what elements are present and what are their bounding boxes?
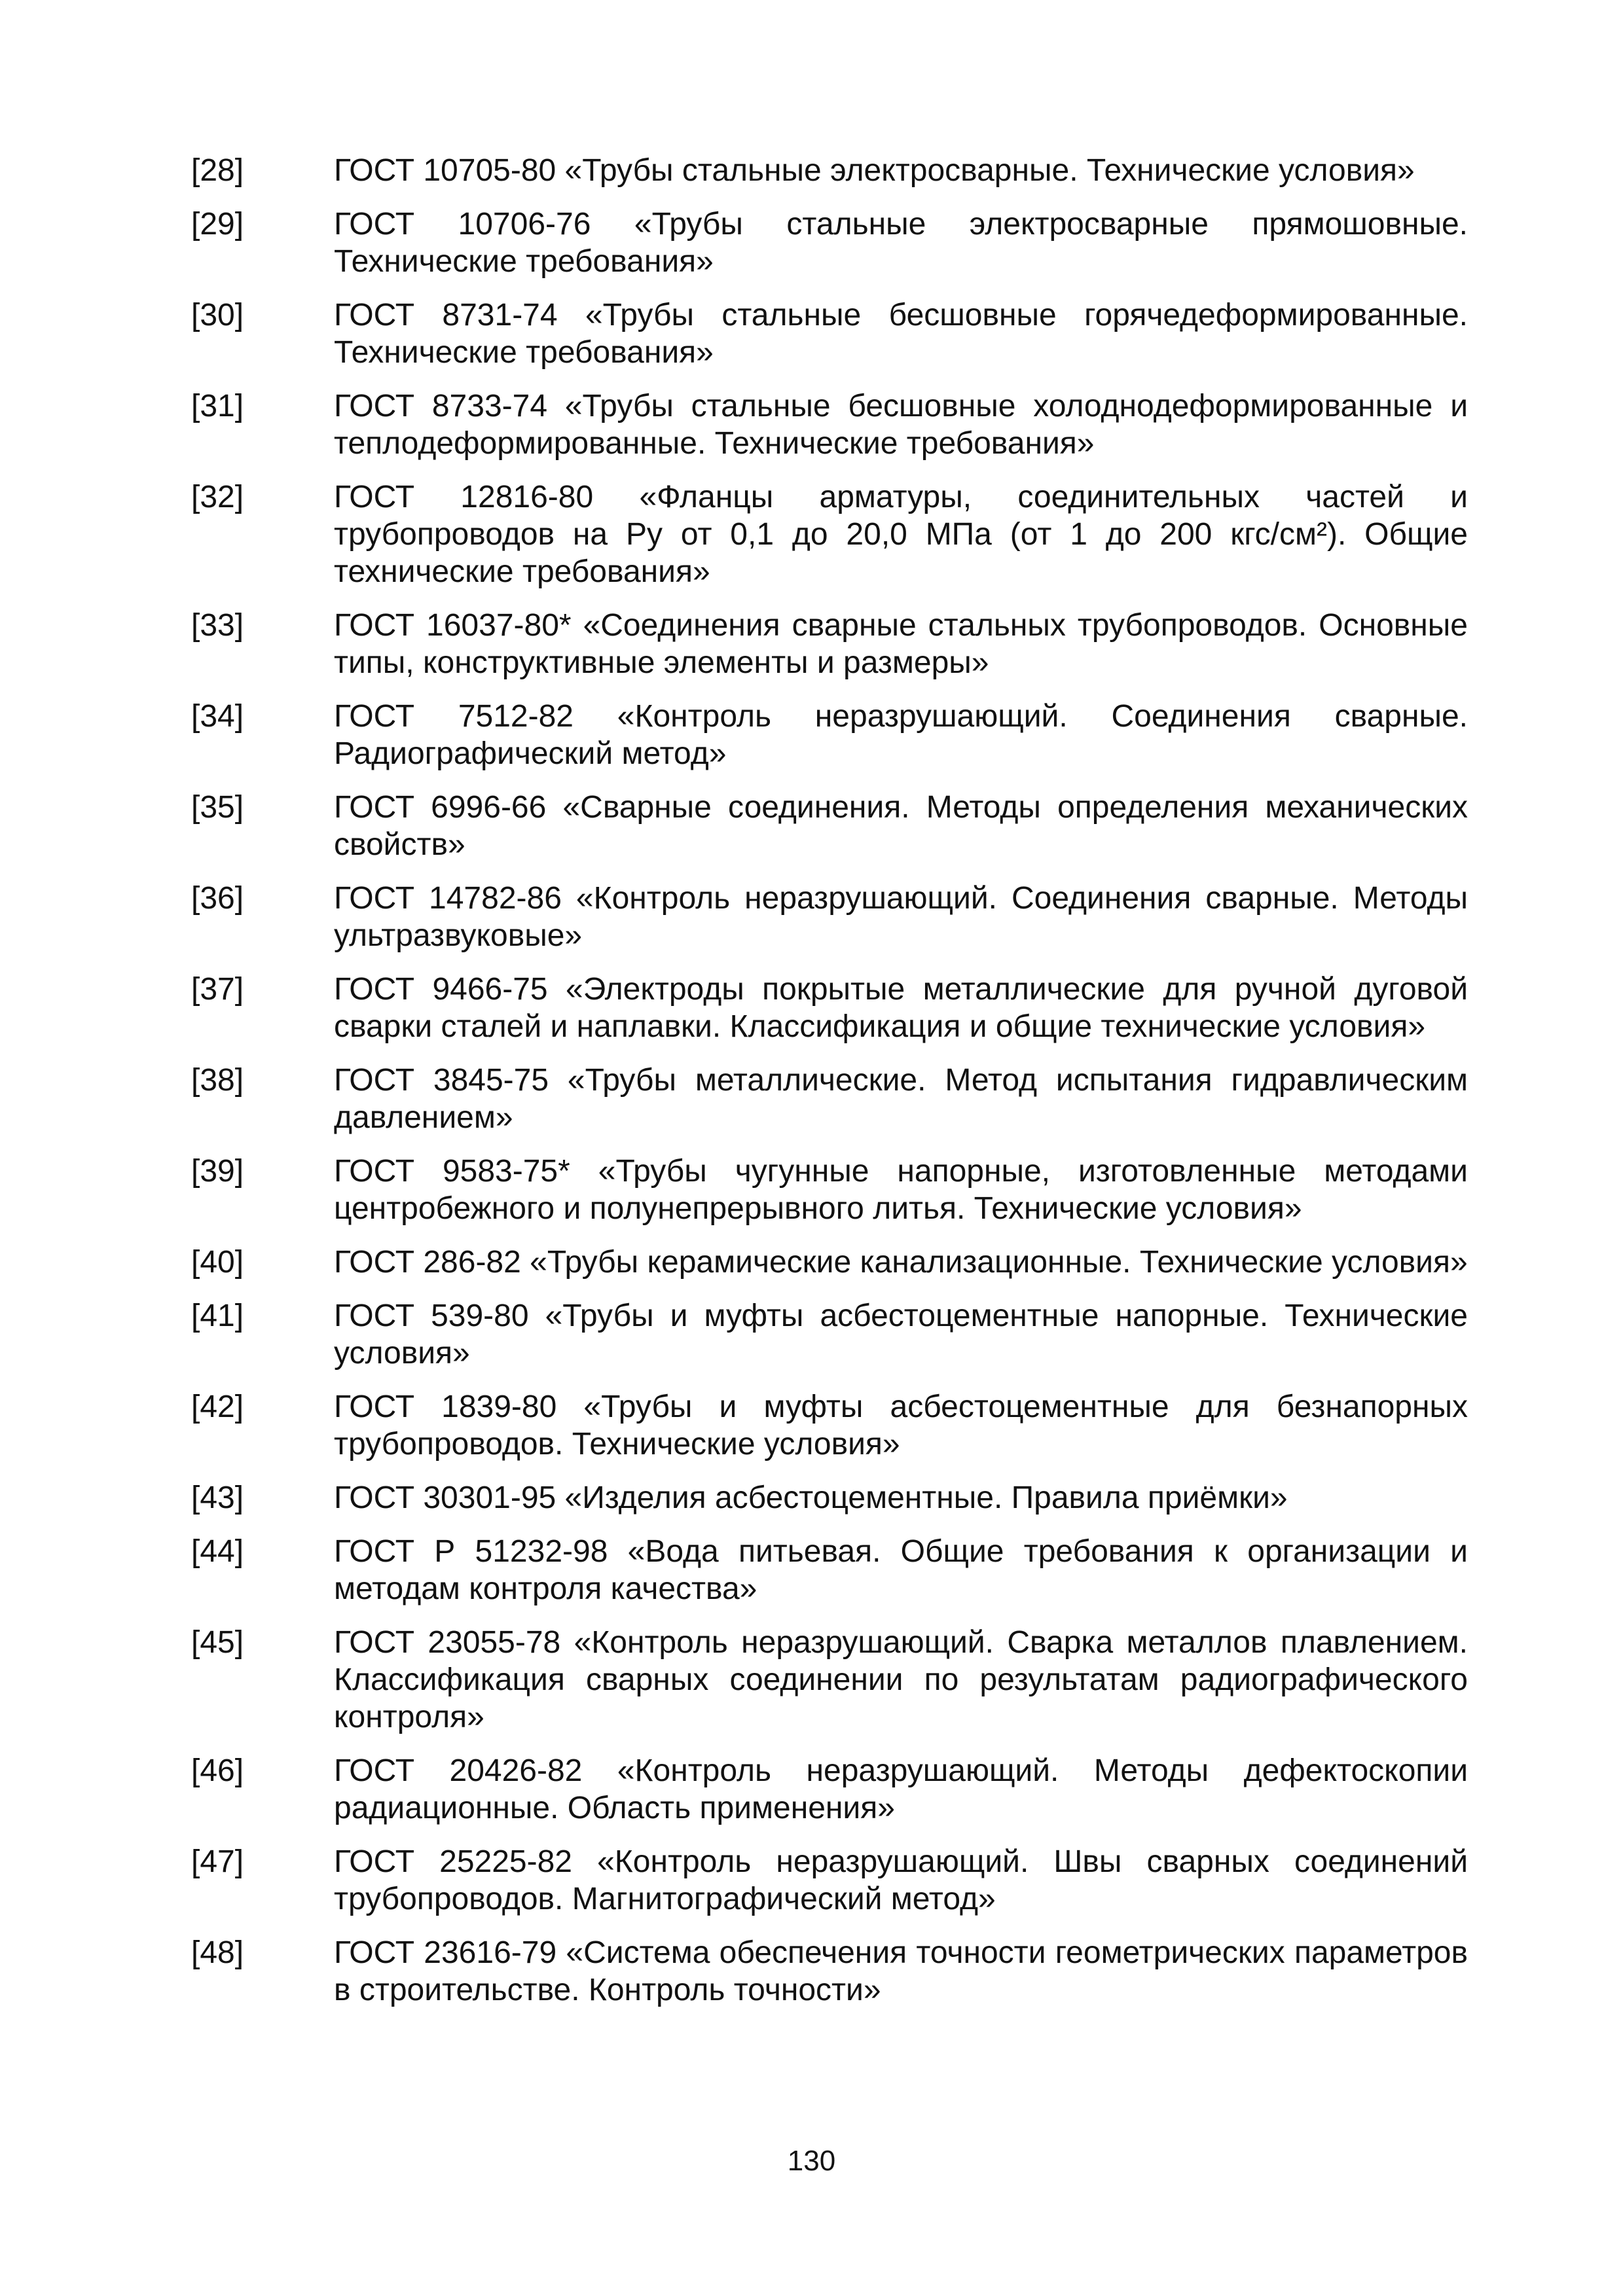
reference-number: [36] <box>191 881 244 916</box>
reference-number: [39] <box>191 1154 244 1189</box>
reference-item <box>191 1533 1468 1607</box>
reference-number: [48] <box>191 1935 244 1970</box>
reference-number: [40] <box>191 1245 244 1280</box>
reference-number: [38] <box>191 1063 244 1098</box>
reference-text: ГОСТ 1839-80 «Трубы и муфты асбестоцементные для безнапорных трубопроводов. Технические условия» <box>334 1390 1468 1462</box>
reference-text: ГОСТ 25225-82 «Контроль неразрушающий. Швы сварных соединений трубопроводов. Магнитографический метод» <box>334 1844 1468 1916</box>
reference-number: [42] <box>191 1390 244 1424</box>
reference-number: [41] <box>191 1299 244 1333</box>
reference-text: ГОСТ 12816-80 «Фланцы арматуры, соединительных частей и трубопроводов на Pу от 0,1 до 20,0 МПа (от 1 до 200 кгс/см²). Общие технические требования» <box>334 480 1468 589</box>
reference-text: ГОСТ 20426-82 «Контроль неразрушающий. Методы дефектоскопии радиационные. Область применения» <box>334 1753 1468 1825</box>
reference-item <box>191 1624 1468 1736</box>
reference-number: [37] <box>191 972 244 1007</box>
reference-item <box>191 971 1468 1045</box>
reference-item <box>191 1388 1468 1463</box>
reference-item <box>191 1062 1468 1136</box>
reference-number: [31] <box>191 389 244 423</box>
reference-list <box>191 152 1468 2025</box>
reference-item <box>191 1843 1468 1918</box>
reference-number: [35] <box>191 790 244 825</box>
reference-item <box>191 1752 1468 1827</box>
reference-item <box>191 789 1468 863</box>
reference-number: [28] <box>191 153 244 188</box>
reference-item <box>191 698 1468 772</box>
reference-item <box>191 387 1468 462</box>
reference-item <box>191 1244 1468 1281</box>
reference-number: [32] <box>191 480 244 514</box>
reference-number: [29] <box>191 207 244 242</box>
reference-item <box>191 1297 1468 1372</box>
reference-item <box>191 607 1468 681</box>
reference-item <box>191 1153 1468 1227</box>
reference-item <box>191 1479 1468 1516</box>
reference-number: [44] <box>191 1534 244 1569</box>
reference-text: ГОСТ 7512-82 «Контроль неразрушающий. Соединения сварные. Радиографический метод» <box>334 699 1468 771</box>
reference-number: [46] <box>191 1753 244 1788</box>
reference-text: ГОСТ 539-80 «Трубы и муфты асбестоцементные напорные. Технические условия» <box>334 1299 1468 1371</box>
reference-text: ГОСТ 3845-75 «Трубы металлические. Метод испытания гидравлическим давлением» <box>334 1063 1468 1135</box>
reference-text: ГОСТ Р 51232-98 «Вода питьевая. Общие требования к организации и методам контроля качества» <box>334 1534 1468 1606</box>
reference-text: ГОСТ 30301-95 «Изделия асбестоцементные. Правила приёмки» <box>334 1480 1288 1515</box>
reference-item <box>191 1934 1468 2009</box>
reference-item <box>191 152 1468 189</box>
page-number: 130 <box>787 2145 836 2177</box>
reference-text: ГОСТ 10706-76 «Трубы стальные электросварные прямошовные. Технические требования» <box>334 207 1468 279</box>
reference-item <box>191 206 1468 280</box>
reference-item <box>191 880 1468 954</box>
reference-text: ГОСТ 6996-66 «Сварные соединения. Методы определения механических свойств» <box>334 790 1468 862</box>
reference-text: ГОСТ 10705-80 «Трубы стальные электросварные. Технические условия» <box>334 153 1415 188</box>
reference-number: [33] <box>191 608 244 643</box>
reference-number: [43] <box>191 1480 244 1515</box>
reference-text: ГОСТ 8731-74 «Трубы стальные бесшовные горячедеформированные. Технические требования» <box>334 298 1468 370</box>
reference-text: ГОСТ 14782-86 «Контроль неразрушающий. Соединения сварные. Методы ультразвуковые» <box>334 881 1468 953</box>
reference-text: ГОСТ 286-82 «Трубы керамические канализационные. Технические условия» <box>334 1245 1468 1280</box>
reference-text: ГОСТ 23055-78 «Контроль неразрушающий. Сварка металлов плавлением. Классификация сварных соединении по результатам радиографического контроля» <box>334 1625 1468 1734</box>
reference-text: ГОСТ 9583-75* «Трубы чугунные напорные, изготовленные методами центробежного и полунепрерывного литья. Технические условия» <box>334 1154 1468 1226</box>
reference-text: ГОСТ 23616-79 «Система обеспечения точности геометрических параметров в строительстве. Контроль точности» <box>334 1935 1468 2007</box>
reference-number: [47] <box>191 1844 244 1879</box>
reference-text: ГОСТ 16037-80* «Соединения сварные стальных трубопроводов. Основные типы, конструктивные элементы и размеры» <box>334 608 1468 680</box>
reference-text: ГОСТ 9466-75 «Электроды покрытые металлические для ручной дуговой сварки сталей и наплавки. Классификация и общие технические условия» <box>334 972 1468 1044</box>
reference-number: [34] <box>191 699 244 734</box>
reference-number: [45] <box>191 1625 244 1660</box>
reference-number: [30] <box>191 298 244 332</box>
reference-text: ГОСТ 8733-74 «Трубы стальные бесшовные холоднодеформированные и теплодеформированные. Технические требования» <box>334 389 1468 461</box>
reference-item <box>191 478 1468 590</box>
reference-item <box>191 296 1468 371</box>
